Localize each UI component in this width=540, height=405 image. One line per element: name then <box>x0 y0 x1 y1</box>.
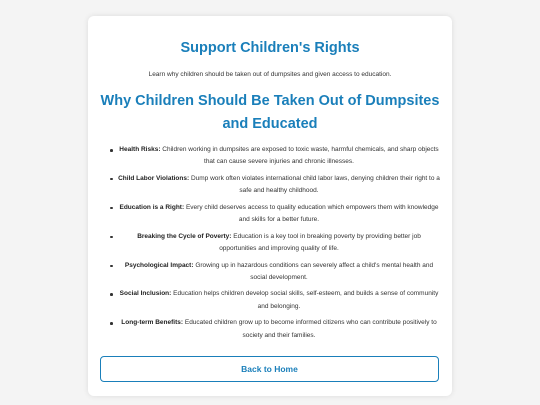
reason-label: Social Inclusion: <box>119 290 172 298</box>
back-to-home-button[interactable]: Back to Home <box>100 356 439 382</box>
reason-text: Dump work often violates international child labor laws, denying children their right to a safe and healthy childhood. <box>190 174 440 195</box>
bullet-icon <box>110 322 113 325</box>
page-title: Support Children's Rights <box>180 40 360 56</box>
reason-item-long-term-benefits <box>100 317 440 346</box>
bullet-icon <box>110 149 113 152</box>
reason-item-social-inclusion <box>100 288 440 317</box>
content-card <box>88 16 452 396</box>
reason-item-education-right <box>100 202 440 231</box>
reason-item-child-labor <box>100 173 440 202</box>
reason-text: Growing up in hazardous conditions can severely affect a child's mental health and social development. <box>195 261 434 281</box>
reason-text: Every child deserves access to quality education which empowers them with knowledge and skills for a better future. <box>185 203 439 224</box>
reason-label: Education is a Right: <box>119 203 185 211</box>
bullet-icon <box>110 236 113 239</box>
bullet-icon <box>110 265 113 268</box>
reasons-list <box>100 144 440 346</box>
reason-text: Education is a key tool in breaking poverty by providing better job opportunities and improving quality of life. <box>219 232 421 252</box>
reason-text: Children working in dumpsites are exposed to toxic waste, harmful chemicals, and sharp objects that can cause severe injuries and chronic illnesses. <box>162 146 439 166</box>
reason-label: Psychological Impact: <box>124 261 194 269</box>
reason-item-psychological-impact <box>100 260 440 289</box>
reason-text: Educated children grow up to become informed citizens who can contribute positively to society and their families. <box>184 319 437 339</box>
bullet-icon <box>110 207 113 210</box>
bullet-icon <box>110 293 113 296</box>
reason-label: Child Labor Violations: <box>118 174 190 182</box>
reason-label: Health Risks: <box>119 146 161 153</box>
reason-text: Education helps children develop social skills, self-esteem, and builds a sense of community and belonging. <box>173 290 439 310</box>
reason-label: Breaking the Cycle of Poverty: <box>137 232 232 240</box>
reason-label: Long-term Benefits: <box>121 319 184 327</box>
reason-item-health-risks <box>100 144 440 173</box>
reason-item-poverty-cycle <box>100 231 440 260</box>
section-heading: Why Children Should Be Taken Out of Dumpsites and Educated <box>100 93 440 132</box>
bullet-icon <box>110 178 113 181</box>
page-subtitle: Learn why children should be taken out of dumpsites and given access to education. <box>148 71 392 78</box>
